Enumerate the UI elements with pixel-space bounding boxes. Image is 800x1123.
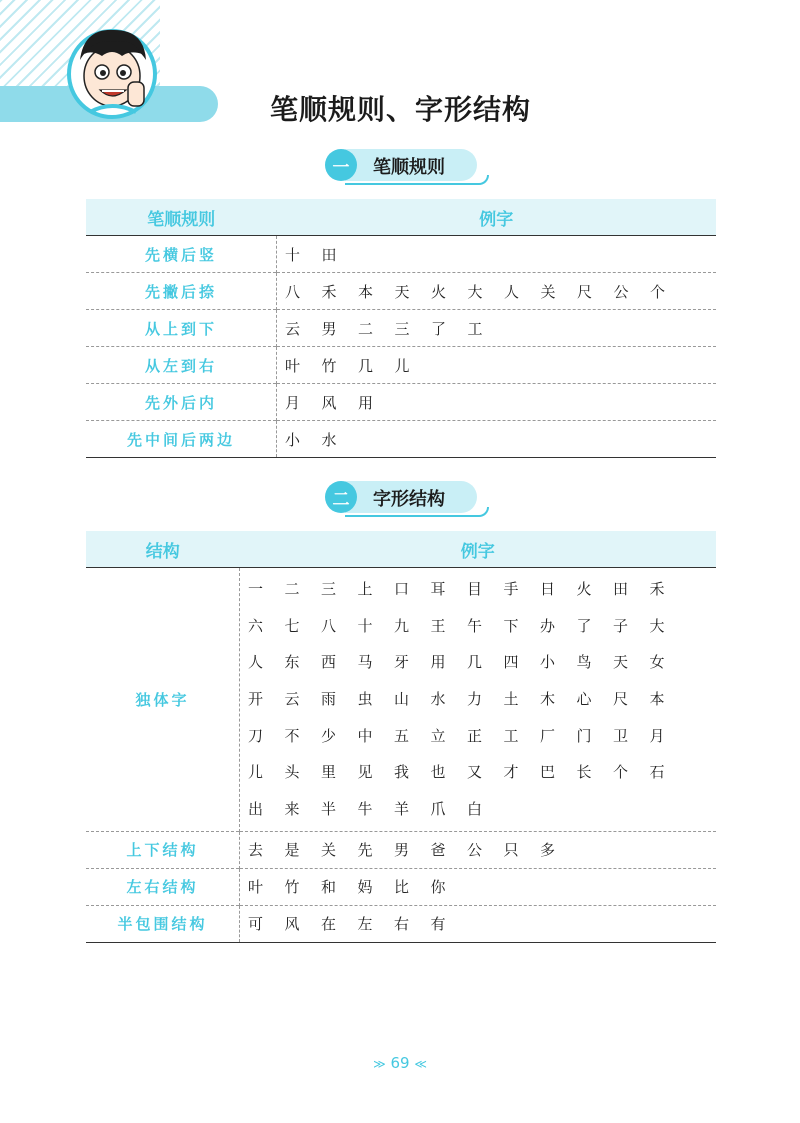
column-header-examples: 例字 bbox=[240, 531, 717, 568]
example-character: 个 bbox=[650, 282, 666, 301]
example-character: 去 bbox=[248, 841, 264, 860]
example-character: 风 bbox=[321, 393, 337, 412]
example-character: 在 bbox=[321, 915, 337, 934]
example-character: 门 bbox=[576, 726, 592, 745]
example-character: 个 bbox=[613, 763, 629, 782]
boy-mascot-icon bbox=[66, 20, 158, 120]
example-character: 鸟 bbox=[576, 653, 592, 672]
example-character: 见 bbox=[357, 763, 373, 782]
example-character: 西 bbox=[321, 653, 337, 672]
example-characters bbox=[240, 831, 717, 868]
example-character: 牛 bbox=[357, 799, 373, 818]
rule-label: 先外后内 bbox=[86, 384, 277, 421]
example-character: 几 bbox=[467, 653, 483, 672]
example-character: 几 bbox=[358, 356, 374, 375]
example-character: 耳 bbox=[430, 579, 446, 598]
table-row bbox=[86, 310, 716, 347]
structure-label: 独体字 bbox=[86, 568, 240, 832]
example-character: 八 bbox=[285, 282, 301, 301]
example-character: 爸 bbox=[430, 841, 446, 860]
example-characters bbox=[277, 236, 717, 273]
example-character: 不 bbox=[284, 726, 300, 745]
example-characters bbox=[240, 868, 717, 905]
example-character: 东 bbox=[284, 653, 300, 672]
example-character: 厂 bbox=[540, 726, 556, 745]
section-header-stroke-order bbox=[325, 145, 485, 183]
example-character: 刀 bbox=[248, 726, 264, 745]
example-character: 羊 bbox=[394, 799, 410, 818]
example-character: 十 bbox=[357, 616, 373, 635]
example-character: 三 bbox=[394, 319, 410, 338]
table-row-independent bbox=[86, 568, 716, 832]
example-character: 了 bbox=[431, 319, 447, 338]
section-title: 笔顺规则 bbox=[373, 157, 445, 178]
example-character: 里 bbox=[321, 763, 337, 782]
example-character: 才 bbox=[503, 763, 519, 782]
character-line bbox=[248, 753, 716, 790]
example-character: 我 bbox=[394, 763, 410, 782]
example-character: 下 bbox=[503, 616, 519, 635]
example-character: 长 bbox=[576, 763, 592, 782]
table-header-row bbox=[86, 199, 716, 236]
example-character: 关 bbox=[540, 282, 556, 301]
example-character: 子 bbox=[613, 616, 629, 635]
example-character: 上 bbox=[357, 579, 373, 598]
table-row bbox=[86, 273, 716, 310]
rule-label: 先撇后捺 bbox=[86, 273, 277, 310]
example-character: 开 bbox=[248, 689, 264, 708]
example-character: 少 bbox=[321, 726, 337, 745]
page-title: 笔顺规则、字形结构 bbox=[270, 93, 532, 126]
example-character: 口 bbox=[394, 579, 410, 598]
table-row bbox=[86, 236, 716, 273]
example-character: 山 bbox=[394, 689, 410, 708]
page-number-value: 69 bbox=[390, 1054, 410, 1072]
example-characters bbox=[240, 905, 717, 942]
example-character: 用 bbox=[430, 653, 446, 672]
table-row bbox=[86, 831, 716, 868]
example-character: 立 bbox=[430, 726, 446, 745]
example-character: 头 bbox=[284, 763, 300, 782]
section-title: 字形结构 bbox=[373, 489, 445, 510]
example-character: 石 bbox=[649, 763, 665, 782]
example-character: 力 bbox=[467, 689, 483, 708]
example-character: 日 bbox=[540, 579, 556, 598]
rule-label: 先中间后两边 bbox=[86, 421, 277, 458]
example-character: 先 bbox=[357, 841, 373, 860]
example-character: 四 bbox=[503, 653, 519, 672]
example-character: 禾 bbox=[649, 579, 665, 598]
example-character: 午 bbox=[467, 616, 483, 635]
example-characters bbox=[277, 384, 717, 421]
example-character: 了 bbox=[576, 616, 592, 635]
example-character: 目 bbox=[467, 579, 483, 598]
example-character: 大 bbox=[649, 616, 665, 635]
example-character: 左 bbox=[357, 915, 373, 934]
example-character: 心 bbox=[576, 689, 592, 708]
example-character: 人 bbox=[504, 282, 520, 301]
example-character: 木 bbox=[540, 689, 556, 708]
example-character: 竹 bbox=[321, 356, 337, 375]
example-character: 半 bbox=[321, 799, 337, 818]
example-character: 只 bbox=[503, 841, 519, 860]
example-character: 有 bbox=[430, 915, 446, 934]
example-character: 关 bbox=[321, 841, 337, 860]
table-header-row bbox=[86, 531, 716, 568]
example-characters-grid bbox=[240, 568, 717, 832]
section-number-badge: 二 bbox=[325, 481, 357, 513]
example-character: 也 bbox=[430, 763, 446, 782]
example-characters bbox=[277, 347, 717, 384]
rule-label: 先横后竖 bbox=[86, 236, 277, 273]
example-character: 王 bbox=[430, 616, 446, 635]
example-character: 六 bbox=[248, 616, 264, 635]
example-character: 你 bbox=[430, 878, 446, 897]
example-characters bbox=[277, 273, 717, 310]
example-character: 人 bbox=[248, 653, 264, 672]
example-character: 二 bbox=[284, 579, 300, 598]
example-character: 多 bbox=[540, 841, 556, 860]
example-character: 男 bbox=[394, 841, 410, 860]
character-line bbox=[248, 607, 716, 644]
example-character: 手 bbox=[503, 579, 519, 598]
example-character: 十 bbox=[285, 245, 301, 264]
example-character: 竹 bbox=[284, 878, 300, 897]
example-character: 云 bbox=[284, 689, 300, 708]
character-structure-table bbox=[86, 531, 716, 943]
page-number bbox=[360, 1054, 440, 1072]
example-character: 八 bbox=[321, 616, 337, 635]
rule-label: 上下结构 bbox=[86, 831, 240, 868]
example-character: 三 bbox=[321, 579, 337, 598]
example-character: 尺 bbox=[577, 282, 593, 301]
example-character: 白 bbox=[467, 799, 483, 818]
example-character: 五 bbox=[394, 726, 410, 745]
example-character: 田 bbox=[321, 245, 337, 264]
example-character: 儿 bbox=[248, 763, 264, 782]
example-character: 比 bbox=[394, 878, 410, 897]
rule-label: 半包围结构 bbox=[86, 905, 240, 942]
example-character: 土 bbox=[503, 689, 519, 708]
example-character: 公 bbox=[613, 282, 629, 301]
example-character: 火 bbox=[576, 579, 592, 598]
example-character: 七 bbox=[284, 616, 300, 635]
character-line bbox=[248, 570, 716, 607]
example-character: 妈 bbox=[357, 878, 373, 897]
rule-label: 从左到右 bbox=[86, 347, 277, 384]
example-character: 田 bbox=[613, 579, 629, 598]
character-line bbox=[248, 680, 716, 717]
stroke-order-table bbox=[86, 199, 716, 458]
example-character: 出 bbox=[248, 799, 264, 818]
example-character: 可 bbox=[248, 915, 264, 934]
example-character: 一 bbox=[248, 579, 264, 598]
example-character: 本 bbox=[358, 282, 374, 301]
example-characters bbox=[277, 421, 717, 458]
example-character: 公 bbox=[467, 841, 483, 860]
example-character: 巴 bbox=[540, 763, 556, 782]
chevron-right-icon: ≫ bbox=[373, 1057, 386, 1071]
example-character: 又 bbox=[467, 763, 483, 782]
section-header-character-structure bbox=[325, 477, 485, 515]
example-character: 叶 bbox=[285, 356, 301, 375]
example-character: 来 bbox=[284, 799, 300, 818]
example-character: 正 bbox=[467, 726, 483, 745]
example-character: 水 bbox=[321, 430, 337, 449]
example-character: 小 bbox=[540, 653, 556, 672]
example-character: 男 bbox=[321, 319, 337, 338]
example-character: 云 bbox=[285, 319, 301, 338]
example-character: 爪 bbox=[430, 799, 446, 818]
chevron-left-icon: ≪ bbox=[414, 1057, 427, 1071]
example-character: 月 bbox=[649, 726, 665, 745]
example-character: 水 bbox=[430, 689, 446, 708]
example-character: 九 bbox=[394, 616, 410, 635]
table-row bbox=[86, 347, 716, 384]
table-row bbox=[86, 905, 716, 942]
example-character: 是 bbox=[284, 841, 300, 860]
table-row bbox=[86, 421, 716, 458]
example-character: 马 bbox=[357, 653, 373, 672]
example-character: 禾 bbox=[321, 282, 337, 301]
example-character: 月 bbox=[285, 393, 301, 412]
example-character: 小 bbox=[285, 430, 301, 449]
table-row bbox=[86, 868, 716, 905]
column-header-structure: 结构 bbox=[86, 531, 240, 568]
example-character: 办 bbox=[540, 616, 556, 635]
example-character: 牙 bbox=[394, 653, 410, 672]
example-character: 工 bbox=[467, 319, 483, 338]
example-character: 本 bbox=[649, 689, 665, 708]
example-character: 虫 bbox=[357, 689, 373, 708]
example-character: 尺 bbox=[613, 689, 629, 708]
example-character: 二 bbox=[358, 319, 374, 338]
example-character: 雨 bbox=[321, 689, 337, 708]
example-character: 天 bbox=[613, 653, 629, 672]
example-character: 大 bbox=[467, 282, 483, 301]
example-character: 火 bbox=[431, 282, 447, 301]
character-line bbox=[248, 717, 716, 754]
example-character: 和 bbox=[321, 878, 337, 897]
example-character: 天 bbox=[394, 282, 410, 301]
example-character: 右 bbox=[394, 915, 410, 934]
example-character: 卫 bbox=[613, 726, 629, 745]
rule-label: 左右结构 bbox=[86, 868, 240, 905]
section-number-badge: 一 bbox=[325, 149, 357, 181]
column-header-examples: 例字 bbox=[277, 199, 717, 236]
example-character: 用 bbox=[358, 393, 374, 412]
example-character: 叶 bbox=[248, 878, 264, 897]
example-character: 风 bbox=[284, 915, 300, 934]
character-line bbox=[248, 790, 716, 827]
example-character: 女 bbox=[649, 653, 665, 672]
rule-label: 从上到下 bbox=[86, 310, 277, 347]
example-character: 工 bbox=[503, 726, 519, 745]
table-row bbox=[86, 384, 716, 421]
column-header-rule: 笔顺规则 bbox=[86, 199, 277, 236]
example-characters bbox=[277, 310, 717, 347]
example-character: 中 bbox=[357, 726, 373, 745]
example-character: 儿 bbox=[394, 356, 410, 375]
character-line bbox=[248, 643, 716, 680]
